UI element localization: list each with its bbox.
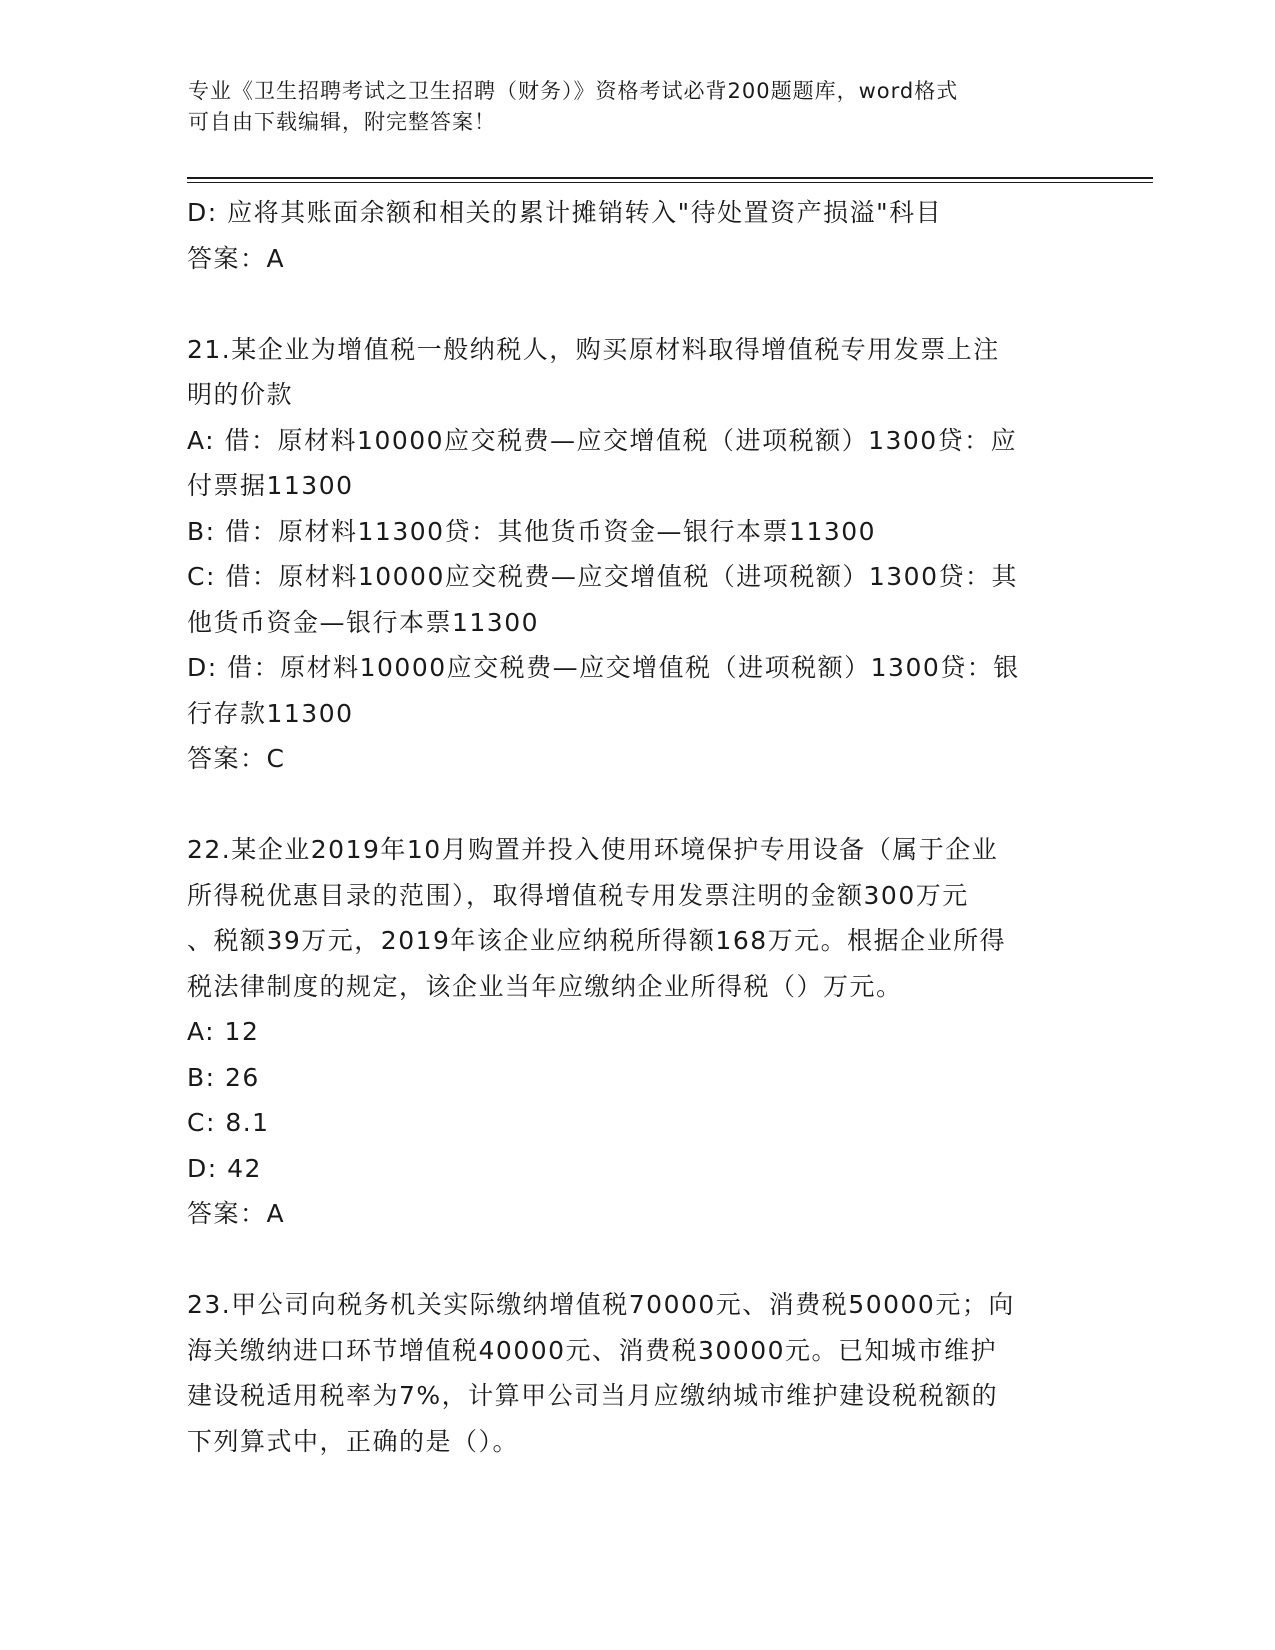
q23-stem-line-1: 23.甲公司向税务机关实际缴纳增值税70000元、消费税50000元；向 (187, 1290, 1015, 1319)
q22-stem-line-4: 税法律制度的规定，该企业当年应缴纳企业所得税（）万元。 (187, 971, 903, 1001)
q22-option-c: C: 8.1 (187, 1108, 270, 1137)
q23-stem-line-3: 建设税适用税率为7%，计算甲公司当月应缴纳城市维护建设税税额的 (187, 1381, 999, 1410)
q22-answer: 答案：A (187, 1199, 286, 1228)
q22-option-b: B: 26 (187, 1062, 260, 1092)
prev-answer: 答案：A (187, 243, 286, 273)
q21-option-c-line-1: C: 借：原材料10000应交税费—应交增值税（进项税额）1300贷：其 (187, 562, 1018, 591)
spacer (187, 782, 1087, 828)
q21-option-d-line-2: 行存款11300 (187, 698, 354, 728)
q21-option-a-line-2: 付票据11300 (187, 471, 354, 500)
q21-option-a-line-1: A: 借：原材料10000应交税费—应交增值税（进项税额）1300贷：应 (187, 425, 1018, 455)
q21-stem-line-2: 明的价款 (187, 380, 294, 409)
q21-stem-line-1: 21.某企业为增值税一般纳税人，购买原材料取得增值税专用发票上注 (187, 334, 1000, 364)
header-rule-thin (187, 182, 1153, 183)
q23-stem-line-2: 海关缴纳进口环节增值税40000元、消费税30000元。已知城市维护 (187, 1335, 998, 1365)
q21-option-b: B: 借：原材料11300贷：其他货币资金—银行本票11300 (187, 516, 877, 546)
spacer (187, 281, 1087, 327)
q22-stem-line-1: 22.某企业2019年10月购置并投入使用环境保护专用设备（属于企业 (187, 835, 999, 864)
q21-answer: 答案：C (187, 744, 286, 773)
q23-stem-line-4: 下列算式中，正确的是（）。 (187, 1426, 520, 1456)
header-line-1: 专业《卫生招聘考试之卫生招聘（财务）》资格考试必背200题题库，word格式 (188, 79, 959, 103)
header-line-2: 可自由下载编辑，附完整答案！ (188, 110, 496, 134)
q21-option-c-line-2: 他货币资金—银行本票11300 (187, 607, 540, 637)
question-content (187, 190, 1087, 1464)
q22-option-d: D: 42 (187, 1153, 262, 1183)
q22-option-a: A: 12 (187, 1017, 260, 1046)
q22-stem-line-2: 所得税优惠目录的范围），取得增值税专用发票注明的金额300万元 (187, 880, 969, 910)
page-header (188, 76, 1068, 138)
q21-option-d-line-1: D: 借：原材料10000应交税费—应交增值税（进项税额）1300贷：银 (187, 653, 1020, 682)
q22-stem-line-3: 、税额39万元，2019年该企业应纳税所得额168万元。根据企业所得 (187, 926, 1007, 955)
header-rule-thick (187, 177, 1153, 179)
prev-option-d: D: 应将其账面余额和相关的累计摊销转入"待处置资产损溢"科目 (187, 198, 943, 227)
spacer (187, 1237, 1087, 1283)
